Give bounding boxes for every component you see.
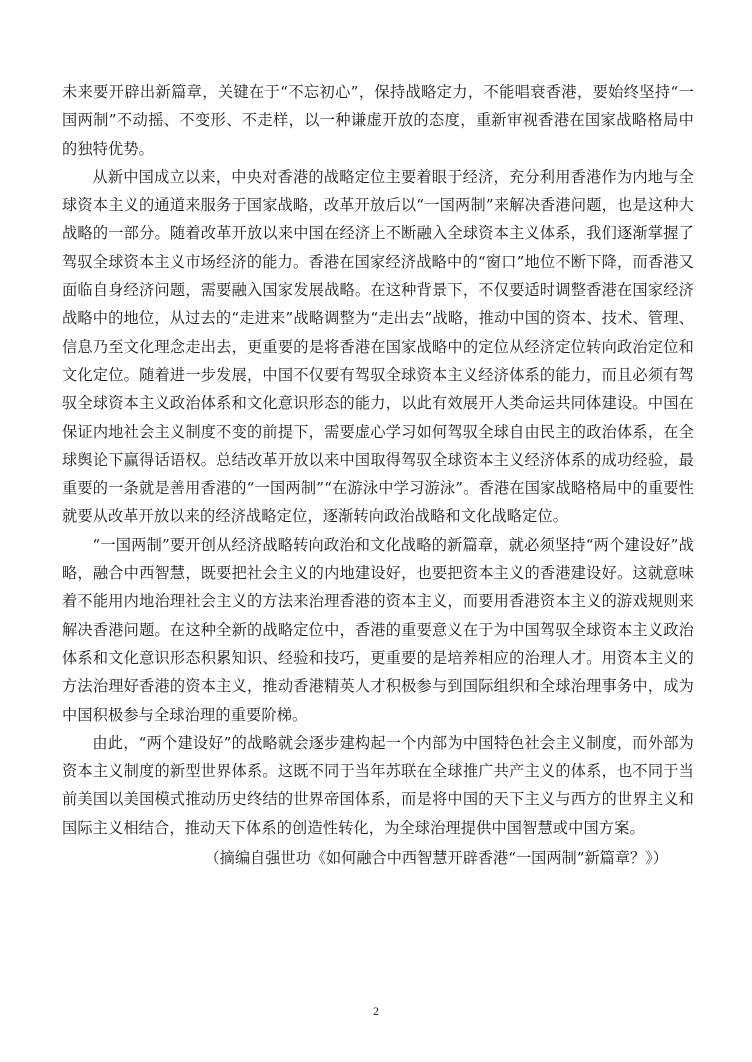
paragraph-continuation: 未来要开辟出新篇章，关键在于“不忘初心”，保持战略定力，不能唱衰香港，要始终坚持“一国两制”不动摇、不变形、不走样，以一种谦虚开放的态度，重新审视香港在国家战略格局中的独特优势。	[62, 83, 694, 158]
paragraph-strategic-positioning: 从新中国成立以来，中央对香港的战略定位主要着眼于经济，充分利用香港作为内地与全球资本主义的通道来服务于国家战略，改革开放后以“一国两制”来解决香港问题，也是这种大战略的一部分。随着改革开放以来中国在经济上不断融入全球资本主义体系，我们逐渐掌握了驾驭全球资本主义市场经济的能力。香港在国家经济战略中的“窗口”地位不断下降，而香港又面临自身经济问题，需要融入国家发展战略。在这种背景下，不仅要适时调整香港在国家经济战略中的地位，从过去的“走进来”战略调整为“走出去”战略，推动中国的资本、技术、管理、信息乃至文化理念走出去，更重要的是将香港在国家战略中的定位从经济定位转向政治定位和文化定位。随着进一步发展，中国不仅要有驾驭全球资本主义经济体系的能力，而且必须有驾驭全球资本主义政治体系和文化意识形态的能力，以此有效展开人类命运共同体建设。中国在保证内地社会主义制度不变的前提下，需要虚心学习如何驾驭全球自由民主的政治体系，在全球舆论下赢得话语权。总结改革开放以来中国取得驾驭全球资本主义经济体系的成功经验，最重要的一条就是善用香港的“一国两制”“在游泳中学习游泳”。香港在国家战略格局中的重要性就要从改革开放以来的经济战略定位，逐渐转向政治战略和文化战略定位。	[62, 167, 694, 526]
paragraph-new-world-system: 由此，“两个建设好”的战略就会逐步建构起一个内部为中国特色社会主义制度，而外部为资本主义制度的新型世界体系。这既不同于当年苏联在全球推广共产主义的体系，也不同于当前美国以美国模式推动历史终结的世界帝国体系，而是将中国的天下主义与西方的世界主义和国际主义相结合，推动天下体系的创造性转化，为全球治理提供中国智慧或中国方案。	[62, 733, 694, 837]
paragraph-two-good-constructions: “一国两制”要开创从经济战略转向政治和文化战略的新篇章，就必须坚持“两个建设好”战略，融合中西智慧，既要把社会主义的内地建设好，也要把资本主义的香港建设好。这就意味着不能用内地治理社会主义的方法来治理香港的资本主义，而要用香港资本主义的游戏规则来解决香港问题。在这种全新的战略定位中，香港的重要意义在于为中国驾驭全球资本主义政治体系和文化意识形态积累知识、经验和技巧，更重要的是培养相应的治理人才。用资本主义的方法治理好香港的资本主义，推动香港精英人才积极参与到国际组织和全球治理事务中，成为中国积极参与全球治理的重要阶梯。	[62, 535, 694, 724]
source-citation: （摘编自强世功《如何融合中西智慧开辟香港“一国两制”新篇章？》）	[204, 849, 668, 868]
article-body	[62, 78, 694, 872]
page-number: 2	[373, 1004, 379, 1018]
